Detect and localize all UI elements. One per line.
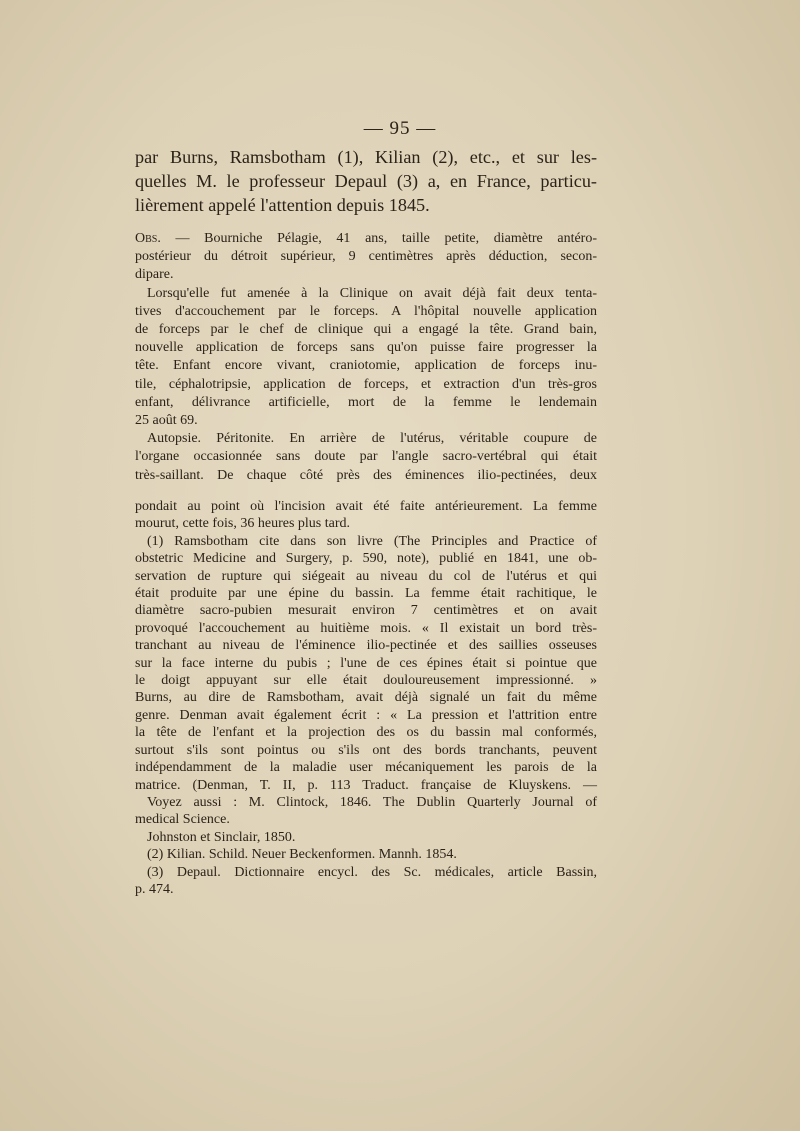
- footnote-line: (3) Depaul. Dictionnaire encycl. des Sc. médicales, article Bassin,: [147, 864, 597, 880]
- observation-line: de forceps par le chef de clinique qui a engagé la tête. Grand bain,: [135, 322, 597, 338]
- footnote-line: surtout s'ils sont pointus ou s'ils ont des bords tranchants, peuvent: [135, 742, 597, 758]
- footnote-line: (1) Ramsbotham cite dans son livre (The Principles and Practice of: [147, 533, 597, 549]
- footnote-line: mourut, cette fois, 36 heures plus tard.: [135, 516, 351, 532]
- observation-block: [135, 230, 597, 485]
- footnote-line: le doigt appuyant sur elle était douloureusement impressionné. »: [135, 673, 597, 689]
- observation-line: 25 août 69.: [135, 413, 198, 429]
- intro-line: par Burns, Ramsbotham (1), Kilian (2), etc., et sur les-: [135, 147, 597, 167]
- intro-line: quelles M. le professeur Depaul (3) a, en France, particu-: [135, 171, 597, 191]
- footnote-line: la tête de l'enfant et la projection des os du bassin mal conformés,: [135, 725, 597, 741]
- observation-line: dipare.: [135, 267, 174, 283]
- footnote-line: p. 474.: [135, 881, 174, 897]
- observation-label: Obs.: [135, 231, 161, 246]
- footnote-line: matrice. (Denman, T. II, p. 113 Traduct. française de Kluyskens. —: [135, 777, 597, 793]
- observation-line: tête. Enfant encore vivant, craniotomie, application de forceps inu-: [135, 358, 597, 374]
- footnote-line: était produite par une épine du bassin. La femme était rachitique, le: [135, 586, 597, 602]
- footnote-line: provoqué l'accouchement au huitième mois. « Il existait un bord très-: [135, 620, 597, 636]
- intro-paragraph: [135, 145, 597, 217]
- footnote-line: indépendamment de la maladie user mécaniquement les parois de la: [135, 760, 597, 776]
- footnote-line: diamètre sacro-pubien mesurait environ 7 centimètres et on avait: [135, 603, 597, 619]
- footnote-line: medical Science.: [135, 812, 230, 828]
- observation-line: très-saillant. De chaque côté près des éminences ilio-pectinées, deux: [135, 467, 597, 483]
- footnote-line: tranchant au niveau de l'éminence ilio-pectinée et des saillies osseuses: [135, 638, 597, 654]
- observation-line: nouvelle application de forceps sans qu'on puisse faire progresser la: [135, 340, 597, 356]
- observation-line: Obs. — Bourniche Pélagie, 41 ans, taille petite, diamètre antéro-: [135, 231, 597, 246]
- footnote-line: Johnston et Sinclair, 1850.: [147, 829, 296, 845]
- observation-line: l'organe occasionnée sans doute par l'angle sacro-vertébral qui était: [135, 449, 597, 465]
- observation-line: Autopsie. Péritonite. En arrière de l'utérus, véritable coupure de: [147, 431, 597, 447]
- footnote-line: obstetric Medicine and Surgery, p. 590, note), publié en 1841, une ob-: [135, 551, 597, 567]
- observation-line: enfant, délivrance artificielle, mort de la femme le lendemain: [135, 394, 597, 410]
- intro-line: lièrement appelé l'attention depuis 1845.: [135, 195, 430, 215]
- observation-line: Lorsqu'elle fut amenée à la Clinique on avait déjà fait deux tenta-: [147, 285, 597, 301]
- page-number: — 95 —: [363, 118, 437, 139]
- footnote-line: Voyez aussi : M. Clintock, 1846. The Dublin Quarterly Journal of: [147, 794, 597, 810]
- footnote-line: (2) Kilian. Schild. Neuer Beckenformen. Mannh. 1854.: [147, 847, 457, 863]
- footnotes-block: [135, 498, 597, 898]
- footnote-line: pondait au point où l'incision avait été faite antérieurement. La femme: [135, 499, 597, 514]
- footnote-line: Burns, au dire de Ramsbotham, avait déjà signalé un fait du même: [135, 690, 597, 706]
- footnote-line: genre. Denman avait également écrit : « La pression et l'attrition entre: [135, 707, 597, 723]
- footnote-line: servation de rupture qui siégeait au niveau du col de l'utérus et qui: [135, 568, 597, 584]
- observation-line: tile, céphalotripsie, application de forceps, et extraction d'un très-gros: [135, 376, 597, 392]
- observation-line: postérieur du détroit supérieur, 9 centimètres après déduction, secon-: [135, 249, 597, 265]
- footnote-line: sur la face interne du pubis ; l'une de ces épines était si pointue que: [135, 655, 597, 671]
- observation-line: tives d'accouchement par le forceps. A l'hôpital nouvelle application: [135, 303, 597, 319]
